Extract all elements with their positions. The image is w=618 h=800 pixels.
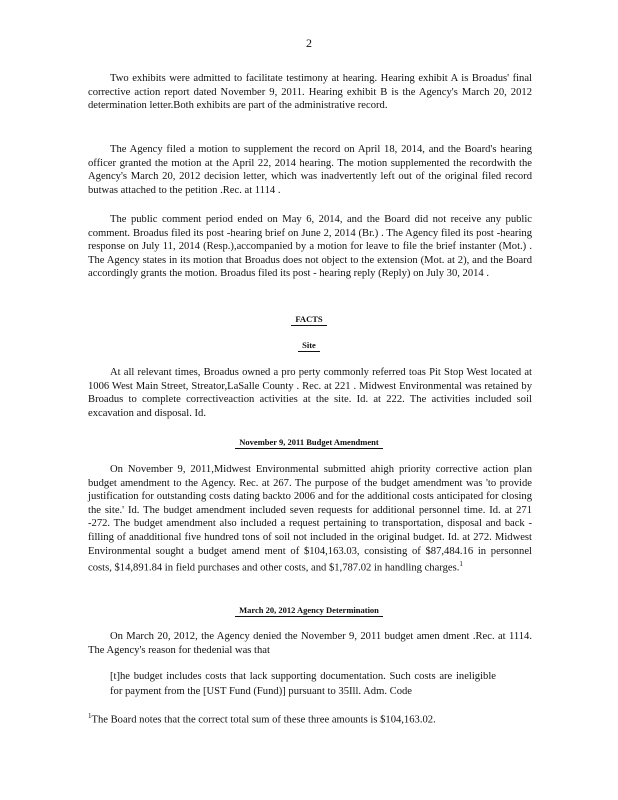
paragraph-motion-supplement-text: The Agency filed a motion to supplement the record on April 18, 2014, and the Board's hearing officer granted the motion at the April 22, 2014 hearing. The motion supplemented the recordwith the Agency's March 20, 2012 decision letter, which was inadvertently left out of the original filed record butwas attached to the petition .Rec. at 1114 . xyxy=(88,144,532,196)
paragraph-budget-amendment-text: On November 9, 2011,Midwest Environmental submitted ahigh priority corrective action plan budget amendment to the Agency. Rec. at 267. The purpose of the budget amendment was 'to provide justification for outstanding costs dating backto 2006 and for the additional costs anticipated for closing the site.' Id. The budget amendment included seven requests for additional personnel time. Id. at 271 -272. The budget amendment also included a request pertaining to transportation, disposal and back -filling of anadditional five hundred tons of soil not included in the original budget. Id. at 272. Midwest Environmental sought a budget amend ment of $104,163.03, consisting of $87,484.16 in personnel costs, $14,891.84 in field purchases and other costs, and $1,787.02 in handling charges. xyxy=(88,464,532,574)
paragraph-budget-amendment xyxy=(88,463,532,575)
heading-agency-determination: March 20, 2012 Agency Determination xyxy=(0,605,618,615)
paragraph-public-comment-text: The public comment period ended on May 6, 2014, and the Board did not receive any public comment. Broadus filed its post -hearing brief on June 2, 2014 (Br.) . The Agency filed its post -hearing response on July 11, 2014 (Resp.),accompanied by a motion for leave to file the brief instanter (Mot.) . The Agency states in its motion that Broadus does not object to the extension (Mot. at 2), and the Board accordingly grants the motion. Broadus filed its post - hearing reply (Reply) on July 30, 2014 . xyxy=(88,214,532,280)
footnote-marker: 1 xyxy=(88,712,92,720)
paragraph-site-text: At all relevant times, Broadus owned a pro perty commonly referred toas Pit Stop West located at 1006 West Main Street, Streator,LaSalle County . Rec. at 221 . Midwest Environmental was retained by Broadus to complete correctiveaction activities at the site. Id. at 222. The activities included soil excavation and disposal. Id. xyxy=(88,367,532,419)
paragraph-agency-denial-text: On March 20, 2012, the Agency denied the November 9, 2011 budget amen dment .Rec. at 1114. The Agency's reason for thedenial was that xyxy=(88,631,532,656)
heading-facts: FACTS xyxy=(0,314,618,324)
paragraph-exhibits xyxy=(88,72,532,113)
heading-site: Site xyxy=(0,340,618,350)
paragraph-site xyxy=(88,366,532,420)
footnote-text: The Board notes that the correct total sum of these three amounts is $104,163.02. xyxy=(91,714,436,726)
block-quote: [t]he budget includes costs that lack supporting documentation. Such costs are ineligible for payment from the [UST Fund (Fund)] pursuant to 35Ill. Adm. Code xyxy=(110,671,496,697)
paragraph-public-comment xyxy=(88,213,532,281)
paragraph-motion-supplement xyxy=(88,143,532,197)
paragraph-exhibits-text: Two exhibits were admitted to facilitate testimony at hearing. Hearing exhibit A is Broadus' final corrective action report dated November 9, 2011. Hearing exhibit B is the Agency's March 20, 2012 determination letter.Both exhibits are part of the administrative record. xyxy=(88,73,532,112)
paragraph-agency-denial xyxy=(88,630,532,657)
footnote xyxy=(88,712,532,726)
heading-budget-amendment: November 9, 2011 Budget Amendment xyxy=(0,437,618,447)
footnote-reference: 1 xyxy=(459,560,463,569)
page-number: 2 xyxy=(306,36,312,50)
